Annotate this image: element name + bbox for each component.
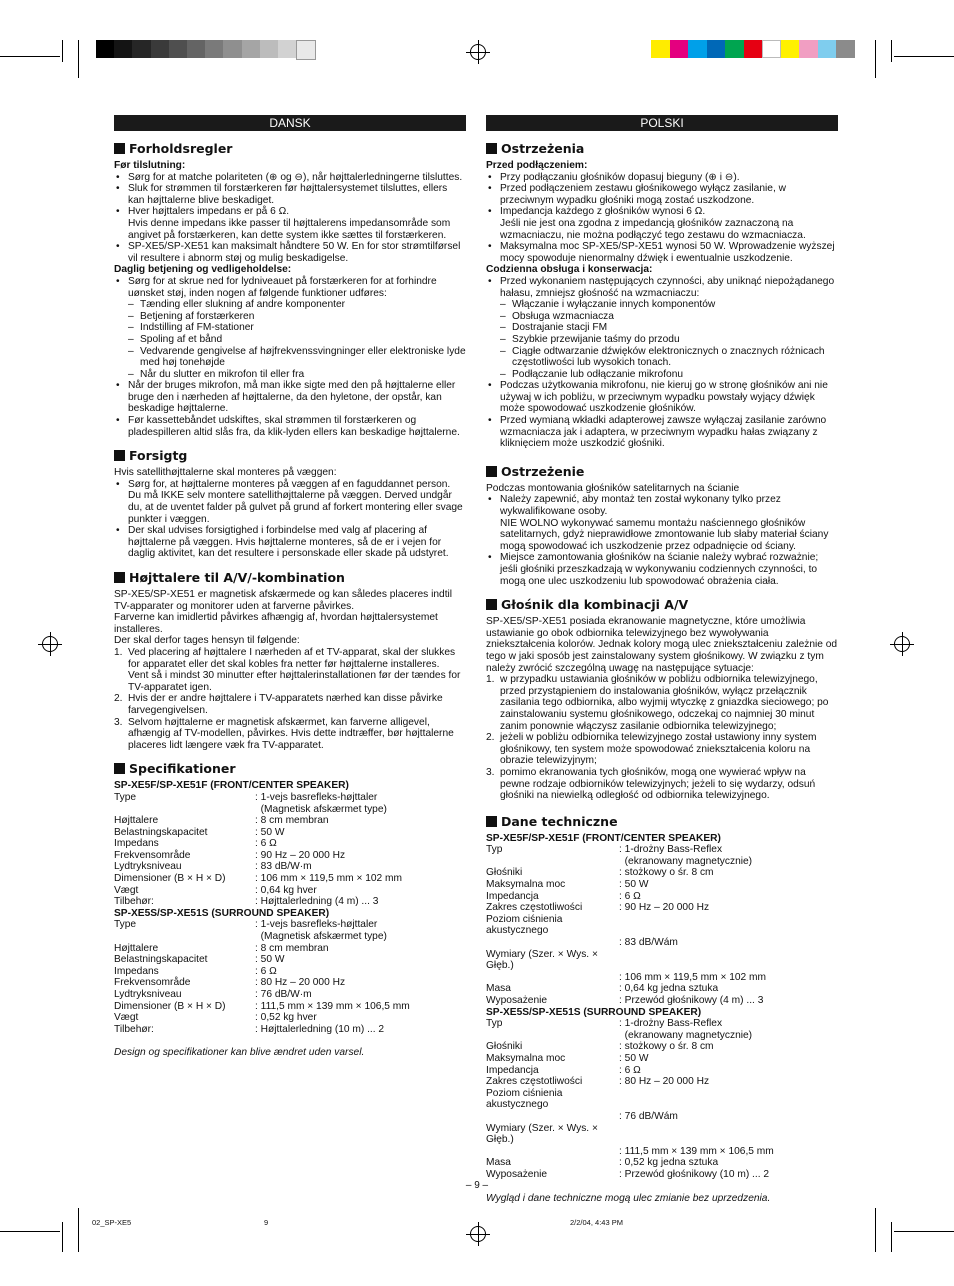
model-heading: SP-XE5F/SP-XE51F (FRONT/CENTER SPEAKER) bbox=[486, 832, 721, 844]
gray-swatch bbox=[132, 40, 150, 58]
paragraph: Hvis satellithøjttalerne skal monteres på væggen: bbox=[114, 467, 337, 479]
spec-value: : 0,64 kg hver bbox=[255, 884, 317, 896]
spec-row bbox=[114, 804, 466, 816]
spec-row bbox=[114, 919, 466, 931]
spec-value: : Højttalerledning (4 m) ... 3 bbox=[255, 896, 379, 908]
gray-swatch bbox=[114, 40, 132, 58]
list-item: • Før kassettebåndet udskiftes, skal strømmen til forstærkeren og pladespilleren altid slås fra, da klik-lyden ellers kan beskadige højttalerne. bbox=[128, 415, 466, 438]
spec-row bbox=[486, 1065, 838, 1077]
list-item: 3. Selvom højttalerne er magnetisk afskærmet, kan farverne alligevel, afhængig af TV-modellen, påvirkes. Hvis dette indtræffer, bør højttalerne placeres lidt længere væk fra TV-apparatet. bbox=[114, 716, 454, 751]
spec-value: : 6 Ω bbox=[619, 1064, 641, 1076]
footer-date: 2/2/04, 4:43 PM bbox=[570, 1218, 623, 1227]
spec-value: : 76 dB/Wám bbox=[619, 1110, 678, 1122]
spec-label: Type bbox=[114, 791, 137, 803]
spec-label: Højttalere bbox=[114, 942, 159, 954]
gray-swatch bbox=[223, 40, 241, 58]
section-heading: Głośnik dla kombinacji A/V bbox=[486, 597, 838, 612]
spec-row bbox=[486, 1018, 838, 1030]
spec-value: : stożkowy o śr. 8 cm bbox=[619, 1041, 714, 1053]
note: Wygląd i dane techniczne mogą ulec zmianie bez uprzedzenia. bbox=[486, 1192, 771, 1204]
list-item: • Når der bruges mikrofon, må man ikke sigte med den på højttalerne eller bruge den i nærheden af højttalerne, da den hyletone, der opstår, kan beskadige højttalerne. bbox=[128, 380, 466, 415]
spec-label: Impedans bbox=[114, 965, 159, 977]
footer-number: 9 bbox=[264, 1218, 269, 1227]
spec-value: (ekranowany magnetycznie) bbox=[619, 1029, 753, 1041]
list-item: • Hver højttalers impedans er på 6 Ω. Hvis denne impedans ikke passer til højttalerens impedansområde som angivet på forstærkeren, kan dette system ikke sættes til forstærkeren. bbox=[128, 206, 466, 241]
spec-value: : Przewód głośnikowy (10 m) ... 2 bbox=[619, 1168, 770, 1180]
spec-row bbox=[114, 885, 466, 897]
registration-mark-left bbox=[42, 636, 58, 652]
section-heading: Forsigtg bbox=[114, 448, 466, 463]
spec-table bbox=[114, 792, 466, 908]
spec-label bbox=[486, 856, 619, 868]
spec-label: Typ bbox=[486, 844, 503, 856]
color-swatch bbox=[651, 40, 670, 58]
spec-row bbox=[486, 1030, 838, 1042]
subheading: Før tilslutning: bbox=[114, 160, 186, 171]
spec-row bbox=[114, 838, 466, 850]
color-swatch bbox=[762, 40, 781, 58]
spec-label: Poziom ciśnienia akustycznego bbox=[486, 913, 563, 937]
list-item: • SP-XE5/SP-XE51 kan maksimalt håndtere 50 W. En for stor strømtilførsel vil resultere i abnorm støj og mulig beskadigelse. bbox=[128, 241, 466, 264]
gray-swatch bbox=[151, 40, 169, 58]
subheading: Codzienna obsługa i konserwacja: bbox=[486, 264, 653, 276]
spec-value: : 50 W bbox=[619, 1052, 649, 1064]
spec-value: : 90 Hz – 20 000 Hz bbox=[619, 902, 710, 914]
paragraph: Farverne kan imidlertid påvirkes afhængig af, hvordan højttalersystemet installeres. bbox=[114, 612, 438, 635]
spec-value: : 1-vejs basrefleks-højttaler bbox=[255, 919, 378, 931]
spec-value: : 80 Hz – 20 000 Hz bbox=[255, 977, 346, 989]
color-swatch bbox=[836, 40, 855, 58]
list-item: 2. jeżeli w pobliżu odbiornika telewizyjnego został ustawiony inny system głośnikowy, ten system może spowodować zniekształcenia koloru na obrazie telewizyjnym; bbox=[486, 732, 817, 767]
gray-swatch bbox=[296, 40, 316, 60]
numbered-list bbox=[486, 674, 838, 802]
paragraph: Der skal derfor tages hensyn til følgende: bbox=[114, 635, 300, 647]
spec-table bbox=[114, 919, 466, 1035]
spec-value: : Przewód głośnikowy (4 m) ... 3 bbox=[619, 995, 764, 1006]
spec-label: Lydtryksniveau bbox=[114, 989, 182, 1000]
list-item: 1. w przypadku ustawiania głośników w pobliżu odbiornika telewizyjnego, przed przystąpieniem do instalowania głośników, wyłącz przełącznik zasilania tego odbiornika, albo wyjmij wtyczkę z gniazdka sieciowego; po zainstalowaniu systemu głośnikowego, odczekaj co najmniej 30 minut zanim ponownie włączysz zasilanie odbiornika telewizyjnego; bbox=[486, 674, 829, 732]
spec-value: : 50 W bbox=[255, 826, 285, 838]
spec-row bbox=[114, 1012, 466, 1024]
spec-label: Masa bbox=[486, 1157, 511, 1169]
spec-value: : 8 cm membran bbox=[255, 942, 329, 954]
spec-label: Vægt bbox=[114, 884, 139, 896]
spec-row bbox=[114, 1001, 466, 1013]
section-heading: Højttalere til A/V/-kombination bbox=[114, 570, 466, 585]
registration-mark-top bbox=[470, 44, 486, 60]
spec-label: Zakres częstotliwości bbox=[486, 902, 583, 914]
dansk-column bbox=[114, 115, 466, 1059]
spec-value bbox=[619, 914, 838, 937]
spec-label bbox=[486, 937, 619, 949]
bullet-list bbox=[114, 479, 466, 560]
list-item: • Sørg for at matche polariteten (⊕ og ⊖), når højttalerledningerne tilsluttes. bbox=[128, 172, 466, 184]
color-swatch bbox=[781, 40, 800, 58]
bullet-list bbox=[486, 276, 838, 450]
bullet-list bbox=[486, 172, 838, 265]
spec-row bbox=[486, 879, 838, 891]
numbered-list bbox=[114, 647, 466, 751]
spec-value: : 1-drożny Bass-Reflex bbox=[619, 844, 723, 856]
spec-label: Tilbehør: bbox=[114, 896, 154, 908]
spec-label: Højttalere bbox=[114, 815, 159, 827]
spec-label: Wymiary (Szer. × Wys. × Głęb.) bbox=[486, 1122, 598, 1146]
gray-swatch bbox=[278, 40, 296, 58]
list-item: • Maksymalna moc SP-XE5/SP-XE51 wynosi 50 W. Wprowadzenie wyższej mocy spowoduje nienormalny dźwięk i ewentualnie uszkodzenie. bbox=[500, 241, 838, 264]
list-item: • Sluk for strømmen til forstærkeren før højttalersystemet tilsluttes, ellers kan højttalerne blive beskadiget. bbox=[128, 183, 466, 206]
spec-value: : 0,52 kg hver bbox=[255, 1012, 317, 1024]
spec-value: : 0,52 kg jedna sztuka bbox=[619, 1157, 719, 1169]
spec-row bbox=[114, 966, 466, 978]
spec-label: Masa bbox=[486, 983, 511, 995]
page-number: – 9 – bbox=[465, 1180, 489, 1191]
spec-row bbox=[486, 1088, 838, 1111]
list-item: • Należy zapewnić, aby montaż ten został wykonany tylko przez wykwalifikowane osoby. NIE WOLNO wykonywać samemu montażu naściennego głośników satelitarnych, gdyż nieprawidłowe zmontowanie lub słaby materiał ściany mogą spowodować ich uszkodzenie przez odpadnięcie od ściany. bbox=[500, 494, 838, 552]
model-heading: SP-XE5S/SP-XE51S (SURROUND SPEAKER) bbox=[114, 907, 330, 919]
spec-value: : 106 mm × 119,5 mm × 102 mm bbox=[255, 873, 403, 885]
list-item: 3. pomimo ekranowania tych głośników, mogą one wywierać wpływ na pewne rodzaje odbiorników telewizyjnych; jeżeli to się wydarzy, odsuń głośniki na niewielką odległość od odbiornika telewizyjnego. bbox=[486, 766, 816, 802]
spec-label bbox=[486, 1111, 619, 1123]
spec-label: Lydtryksniveau bbox=[114, 861, 182, 873]
list-item: • Sørg for at skrue ned for lydniveauet på forstærkeren for at forhindre uønsket støj, inden nogen af følgende funktioner udføres: – Tænding eller slukning af andre komponenter – Betjening af forstærkeren – Indstilling af FM-stationer – Spoling af et bånd – Vedvarende gengivelse af højfrekvenssvingninger eller elektroniske lyde med høj tonehøjde – Når du slutter en mikrofon til eller fra bbox=[128, 276, 466, 380]
spec-row bbox=[486, 983, 838, 995]
spec-label: Typ bbox=[486, 1018, 503, 1030]
section-heading: Specifikationer bbox=[114, 761, 466, 776]
spec-value: : 8 cm membran bbox=[255, 815, 329, 827]
list-item: • Przed podłączeniem zestawu głośnikowego wyłącz zasilanie, w przeciwnym wypadku głośniki mogą zostać uszkodzone. bbox=[500, 183, 838, 206]
spec-label bbox=[114, 931, 255, 943]
color-swatch bbox=[818, 40, 837, 58]
spec-label: Głośniki bbox=[486, 867, 523, 879]
list-item: • Impedancja każdego z głośników wynosi 6 Ω. Jeśli nie jest ona zgodna z impedancją głośników zaznaczoną na wzmacniaczu, nie można podłączyć tego zestawu do wzmacniacza. bbox=[500, 206, 838, 241]
color-swatch bbox=[707, 40, 726, 58]
spec-label: Zakres częstotliwości bbox=[486, 1076, 583, 1088]
list-item: • Przed wykonaniem następujących czynności, aby uniknąć niepożądanego hałasu, zmniejsz głośność na wzmacniaczu: – Włączanie i wyłączanie innych komponentów – Obsługa wzmacniacza – Dostrajanie stacji FM – Szybkie przewijanie taśmy do przodu – Ciągłe odtwarzanie dźwięków elektronicznych o znacznych różnicach częstotliwości lub wysokich tonach. – Podłączanie lub odłączanie mikrofonu bbox=[500, 276, 838, 380]
spec-row bbox=[486, 891, 838, 903]
spec-row bbox=[114, 815, 466, 827]
spec-row bbox=[486, 949, 838, 972]
spec-row bbox=[486, 1157, 838, 1169]
subheading: Przed podłączeniem: bbox=[486, 160, 588, 171]
spec-value: : 83 dB/Wám bbox=[619, 937, 678, 949]
section-heading: Ostrzeżenia bbox=[486, 141, 838, 156]
list-item: 1. Ved placering af højttalere I nærheden af et TV-apparat, skal der slukkes for apparatet eller det skal kobles fra netter før højttalerne installeres. Vent så i mindst 30 minutter efter højttalerinstallationen før der tændes for TV-apparatet igen. bbox=[114, 646, 461, 693]
spec-value: : 106 mm × 119,5 mm × 102 mm bbox=[619, 971, 767, 983]
spec-value: : 6 Ω bbox=[619, 890, 641, 902]
spec-label: Vægt bbox=[114, 1012, 139, 1024]
spec-label: Impedans bbox=[114, 838, 159, 850]
spec-value: (Magnetisk afskærmet type) bbox=[255, 803, 387, 815]
spec-row bbox=[486, 1146, 838, 1158]
spec-value: : 90 Hz – 20 000 Hz bbox=[255, 849, 346, 861]
gray-swatch bbox=[242, 40, 260, 58]
spec-label: Dimensioner (B × H × D) bbox=[114, 873, 226, 885]
color-swatch bbox=[688, 40, 707, 58]
spec-table bbox=[486, 1018, 838, 1180]
spec-row bbox=[114, 792, 466, 804]
spec-row bbox=[486, 937, 838, 949]
spec-row bbox=[486, 844, 838, 856]
color-swatch bbox=[799, 40, 818, 58]
spec-label: Tilbehør: bbox=[114, 1023, 154, 1035]
spec-row bbox=[486, 856, 838, 868]
bullet-list bbox=[486, 494, 838, 587]
spec-label bbox=[486, 972, 619, 984]
spec-value: : 80 Hz – 20 000 Hz bbox=[619, 1076, 710, 1088]
spec-value: : 1-vejs basrefleks-højttaler bbox=[255, 791, 378, 803]
list-item: • Podczas użytkowania mikrofonu, nie kieruj go w stronę głośników ani nie używaj w ich pobliżu, w przeciwnym wypadku powstały wyjący dźwięk może spowodować uszkodzenie głośników. bbox=[500, 380, 838, 415]
list-item: • Przed wymianą wkładki adapterowej zawsze wyłączaj zasilanie zarówno wzmacniacza jak i adaptera, w przeciwnym wypadku hałas związany z kliknięciem może uszkodzić głośniki. bbox=[500, 415, 838, 450]
spec-label bbox=[486, 1030, 619, 1042]
spec-label: Impedancja bbox=[486, 890, 539, 902]
model-heading: SP-XE5S/SP-XE51S (SURROUND SPEAKER) bbox=[486, 1006, 702, 1018]
bullet-list bbox=[114, 172, 466, 265]
spec-row bbox=[486, 995, 838, 1007]
list-item: • Miejsce zamontowania głośników na ścianie należy wybrać rozważnie; jeśli głośniki przeszkadzają w wykonywaniu codziennych czynności, to mogą one ulec uszkodzeniu lub spowodować obrażenia ciała. bbox=[500, 552, 838, 587]
spec-value bbox=[619, 949, 838, 972]
spec-value: : Højttalerledning (10 m) ... 2 bbox=[255, 1023, 385, 1035]
paragraph: SP-XE5/SP-XE51 er magnetisk afskærmede og kan således placeres indtil TV-apparater og monitorer uden at farverne påvirkes. bbox=[114, 589, 453, 612]
registration-mark-bottom bbox=[470, 1226, 486, 1242]
spec-value: : 83 dB/W·m bbox=[255, 861, 312, 873]
gray-swatch bbox=[96, 40, 114, 58]
spec-label: Frekvensområde bbox=[114, 977, 191, 989]
spec-label: Poziom ciśnienia akustycznego bbox=[486, 1087, 563, 1111]
model-heading: SP-XE5F/SP-XE51F (FRONT/CENTER SPEAKER) bbox=[114, 780, 349, 792]
spec-label: Głośniki bbox=[486, 1041, 523, 1053]
spec-value: : 76 dB/W·m bbox=[255, 989, 312, 1000]
spec-table bbox=[486, 844, 838, 1006]
spec-row bbox=[114, 896, 466, 908]
spec-row bbox=[486, 1053, 838, 1065]
section-heading: Ostrzeżenie bbox=[486, 464, 838, 479]
spec-label: Wyposażenie bbox=[486, 1168, 548, 1180]
paragraph: SP-XE5/SP-XE51 posiada ekranowanie magnetyczne, które umożliwia ustawianie go obok odbiornika telewizyjnego bez wywoływania zniekształcenia kolorów. Jednak kolory mogą ulec zniekształceniu zależnie od tego w jaki sposób jest zainstalowany system głośnikowy. W związku z tym należy zwrócić szczególną uwagę na następujące sytuacje: bbox=[486, 616, 838, 674]
footer-file: 02_SP-XE5 bbox=[92, 1218, 132, 1227]
spec-row bbox=[114, 1024, 466, 1036]
spec-value: (ekranowany magnetycznie) bbox=[619, 855, 753, 867]
spec-value: : 111,5 mm × 139 mm × 106,5 mm bbox=[255, 1000, 410, 1012]
subheading: Daglig betjening og vedligeholdelse: bbox=[114, 264, 292, 276]
paragraph: Podczas montowania głośników satelitarnych na ścianie bbox=[486, 482, 740, 494]
spec-label: Belastningskapacitet bbox=[114, 954, 208, 966]
spec-label: Impedancja bbox=[486, 1064, 539, 1076]
spec-value: : stożkowy o śr. 8 cm bbox=[619, 867, 714, 879]
spec-label: Wyposażenie bbox=[486, 995, 548, 1006]
spec-row bbox=[114, 850, 466, 862]
spec-row bbox=[486, 1111, 838, 1123]
spec-value: (Magnetisk afskærmet type) bbox=[255, 931, 387, 943]
spec-label: Wymiary (Szer. × Wys. × Głęb.) bbox=[486, 948, 598, 972]
bullet-list bbox=[114, 276, 466, 438]
spec-label: Belastningskapacitet bbox=[114, 826, 208, 838]
polski-header: POLSKI bbox=[486, 115, 838, 131]
list-item: • Przy podłączaniu głośników dopasuj bieguny (⊕ i ⊖). bbox=[500, 172, 838, 184]
spec-value bbox=[619, 1088, 838, 1111]
spec-row bbox=[486, 1076, 838, 1088]
list-item: • Der skal udvises forsigtighed i forbindelse med valg af placering af højttalerne på væggen. Hvis højttalerne monteres, så de er i vejen for daglig aktivitet, kan det resultere i personskade eller skade på udstyret. bbox=[128, 525, 466, 560]
spec-value: : 6 Ω bbox=[255, 965, 277, 977]
spec-label: Dimensioner (B × H × D) bbox=[114, 1000, 226, 1012]
section-heading: Dane techniczne bbox=[486, 814, 838, 829]
spec-row bbox=[486, 1169, 838, 1181]
spec-row bbox=[486, 972, 838, 984]
spec-row bbox=[486, 902, 838, 914]
color-swatch bbox=[725, 40, 744, 58]
spec-row bbox=[114, 873, 466, 885]
spec-row bbox=[114, 931, 466, 943]
dansk-header: DANSK bbox=[114, 115, 466, 131]
spec-row bbox=[486, 867, 838, 879]
spec-label: Maksymalna moc bbox=[486, 1052, 566, 1064]
spec-row bbox=[114, 977, 466, 989]
spec-label: Maksymalna moc bbox=[486, 879, 566, 891]
spec-row bbox=[114, 943, 466, 955]
gray-swatch bbox=[187, 40, 205, 58]
spec-row bbox=[114, 954, 466, 966]
spec-row bbox=[114, 861, 466, 873]
note: Design og specifikationer kan blive ændret uden varsel. bbox=[114, 1047, 365, 1059]
spec-value: : 0,64 kg jedna sztuka bbox=[619, 983, 719, 995]
spec-value: : 111,5 mm × 139 mm × 106,5 mm bbox=[619, 1145, 774, 1157]
spec-value: : 1-drożny Bass-Reflex bbox=[619, 1018, 723, 1030]
gray-swatch bbox=[169, 40, 187, 58]
spec-value: : 50 W bbox=[255, 954, 285, 966]
spec-row bbox=[486, 914, 838, 937]
spec-label bbox=[486, 1146, 619, 1158]
spec-row bbox=[486, 1123, 838, 1146]
spec-row bbox=[486, 1041, 838, 1053]
list-item: • Sørg for, at højttalerne monteres på væggen af en faguddannet person. Du må IKKE selv montere satellithøjttalerne på væggen. Derved undgår du, at de uventet falder på gulvet på grund af forkert montering eller svage punkter i væggen. bbox=[128, 479, 466, 525]
spec-value: : 6 Ω bbox=[255, 838, 277, 850]
spec-value bbox=[619, 1123, 838, 1146]
spec-label: Type bbox=[114, 919, 137, 931]
section-heading: Forholdsregler bbox=[114, 141, 466, 156]
gray-swatch bbox=[260, 40, 278, 58]
spec-label: Frekvensområde bbox=[114, 849, 191, 861]
registration-mark-right bbox=[894, 636, 910, 652]
color-swatch bbox=[744, 40, 763, 58]
gray-swatch bbox=[205, 40, 223, 58]
spec-row bbox=[114, 827, 466, 839]
polski-column bbox=[486, 115, 838, 1204]
spec-label bbox=[114, 804, 255, 816]
color-swatch bbox=[670, 40, 689, 58]
spec-row bbox=[114, 989, 466, 1001]
list-item: 2. Hvis der er andre højttalere i TV-apparatets nærhed kan disse påvirke farvegengivelsen. bbox=[114, 693, 443, 716]
spec-value: : 50 W bbox=[619, 879, 649, 891]
